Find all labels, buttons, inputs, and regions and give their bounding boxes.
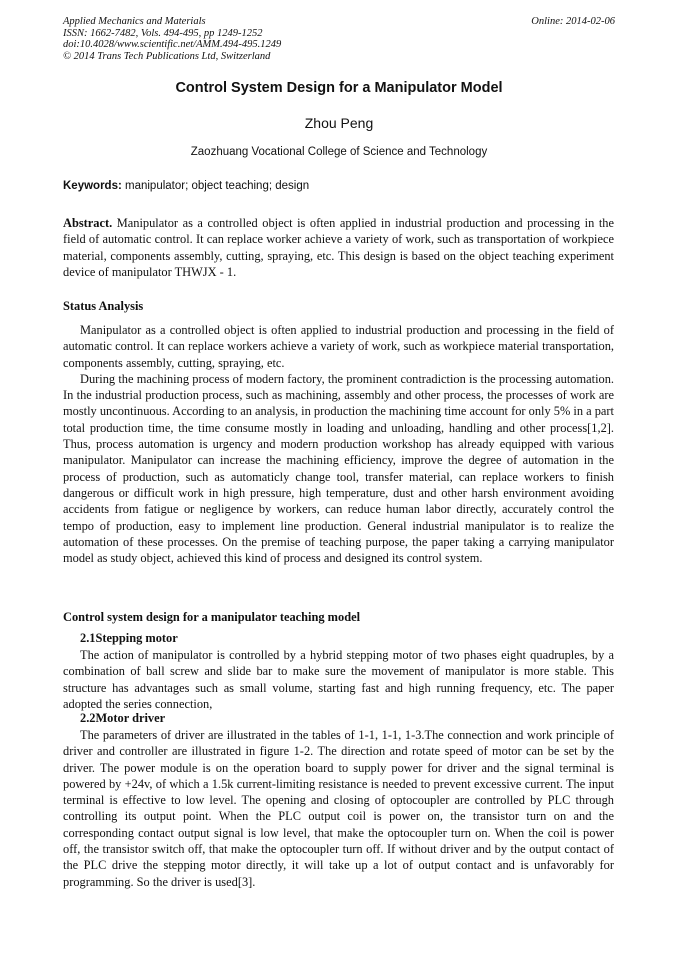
journal-name: Applied Mechanics and Materials [63, 16, 206, 27]
paragraph: Manipulator as a controlled object is often applied to industrial production and processing in the field of automatic control. It can replace workers achieve a variety of work, such as workpiece material transportation, components assembly, cutting, spraying, etc. [63, 323, 614, 370]
keywords-text: manipulator; object teaching; design [125, 180, 310, 192]
journal-copyright: © 2014 Trans Tech Publications Ltd, Switzerland [63, 50, 271, 62]
paragraph: The action of manipulator is controlled by a hybrid stepping motor of two phases eight quadruples, by a combination of ball screw and slide bar to make sure the movement of manipulator is more stable. This structure has advantages such as small volume, starting fast and high running frequency, etc. The paper adopted the series connection, [63, 648, 614, 711]
author-affiliation: Zaozhuang Vocational College of Science and Technology [190, 146, 488, 158]
online-date: Online: 2014-02-06 [531, 16, 615, 27]
author-name: Zhou Peng [304, 115, 374, 131]
paragraph: The parameters of driver are illustrated in the tables of 1-1, 1-1, 1-3.The connection and work principle of driver and controller are illustrated in figure 1-2. The direction and rotate speed of motor can be set by the driver. The power module is on the operation board to supply power for driver and the signal terminal is powered by +24v, of which a 1.5k current-limiting resistance is needed to prevent excessive current. The input terminal is effective to low level. The opening and closing of optocoupler are controlled by PLC through controlling its output point. When the PLC output coil is power on, the transistor turn on and the corresponding contact output signal is low level, that make the optocoupler turn on. When the coil is power off, the transistor switch off, that make the optocoupler turn off. If without driver and by the output contact of the PLC drive the stepping motor directly, it will take up a lot of output contact and is unfavorably for programming. So the driver is used[3]. [63, 728, 614, 889]
journal-issn: ISSN: 1662-7482, Vols. 494-495, pp 1249-1252 [63, 27, 263, 39]
subsection-body-driver [63, 727, 614, 890]
abstract-text: Manipulator as a controlled object is often applied in industrial production and processing in the field of automatic control. It can replace worker achieve a variety of work, such as transportation of workpiece material, components assembly, cutting, spraying, etc. This design is based on the object teaching experiment device of manipulator THWJX - 1. [63, 216, 614, 279]
abstract [63, 215, 614, 280]
abstract-label: Abstract. [63, 216, 113, 230]
subsection-heading-stepping: 2.1Stepping motor [80, 631, 178, 645]
section-heading-status: Status Analysis [63, 299, 144, 313]
paragraph: During the machining process of modern factory, the prominent contradiction is the processing automation. In the industrial production process, such as machining, assembly and other process, the processes of work are mostly uncontinuous. According to an analysis, in production the machining time account for only 5% in a part total production time, the time consume mostly in loading and unloading, handling and other process[1,2]. Thus, process automation is urgency and modern production workshop has already equipped with various manipulator. Manipulator can increase the machining efficiency, improve the degree of automation in the process of production, such as automaticly change tool, transfer material, can replace workers to finish dangerous or difficult work in high pressure, high temperature, dust and other harsh environment avoiding accidents from fatigue or negligence by workers, can reduce human labor directly, accurately control the tempo of production, easy to implement line production. General industrial manipulator is to realize the automation of these processes. On the premise of teaching purpose, the paper taking a carrying manipulator model as study object, achieved this kind of process and designed its control system. [63, 371, 614, 566]
section-heading-control: Control system design for a manipulator teaching model [63, 610, 361, 624]
journal-doi: doi:10.4028/www.scientific.net/AMM.494-495.1249 [63, 39, 282, 50]
keywords-label: Keywords: [63, 180, 122, 192]
subsection-body-stepping [63, 647, 614, 712]
paper-title: Control System Design for a Manipulator Model [175, 80, 503, 96]
subsection-heading-driver: 2.2Motor driver [80, 711, 166, 725]
section-body-status [63, 322, 614, 566]
journal-header [63, 16, 615, 62]
keywords [63, 180, 309, 192]
